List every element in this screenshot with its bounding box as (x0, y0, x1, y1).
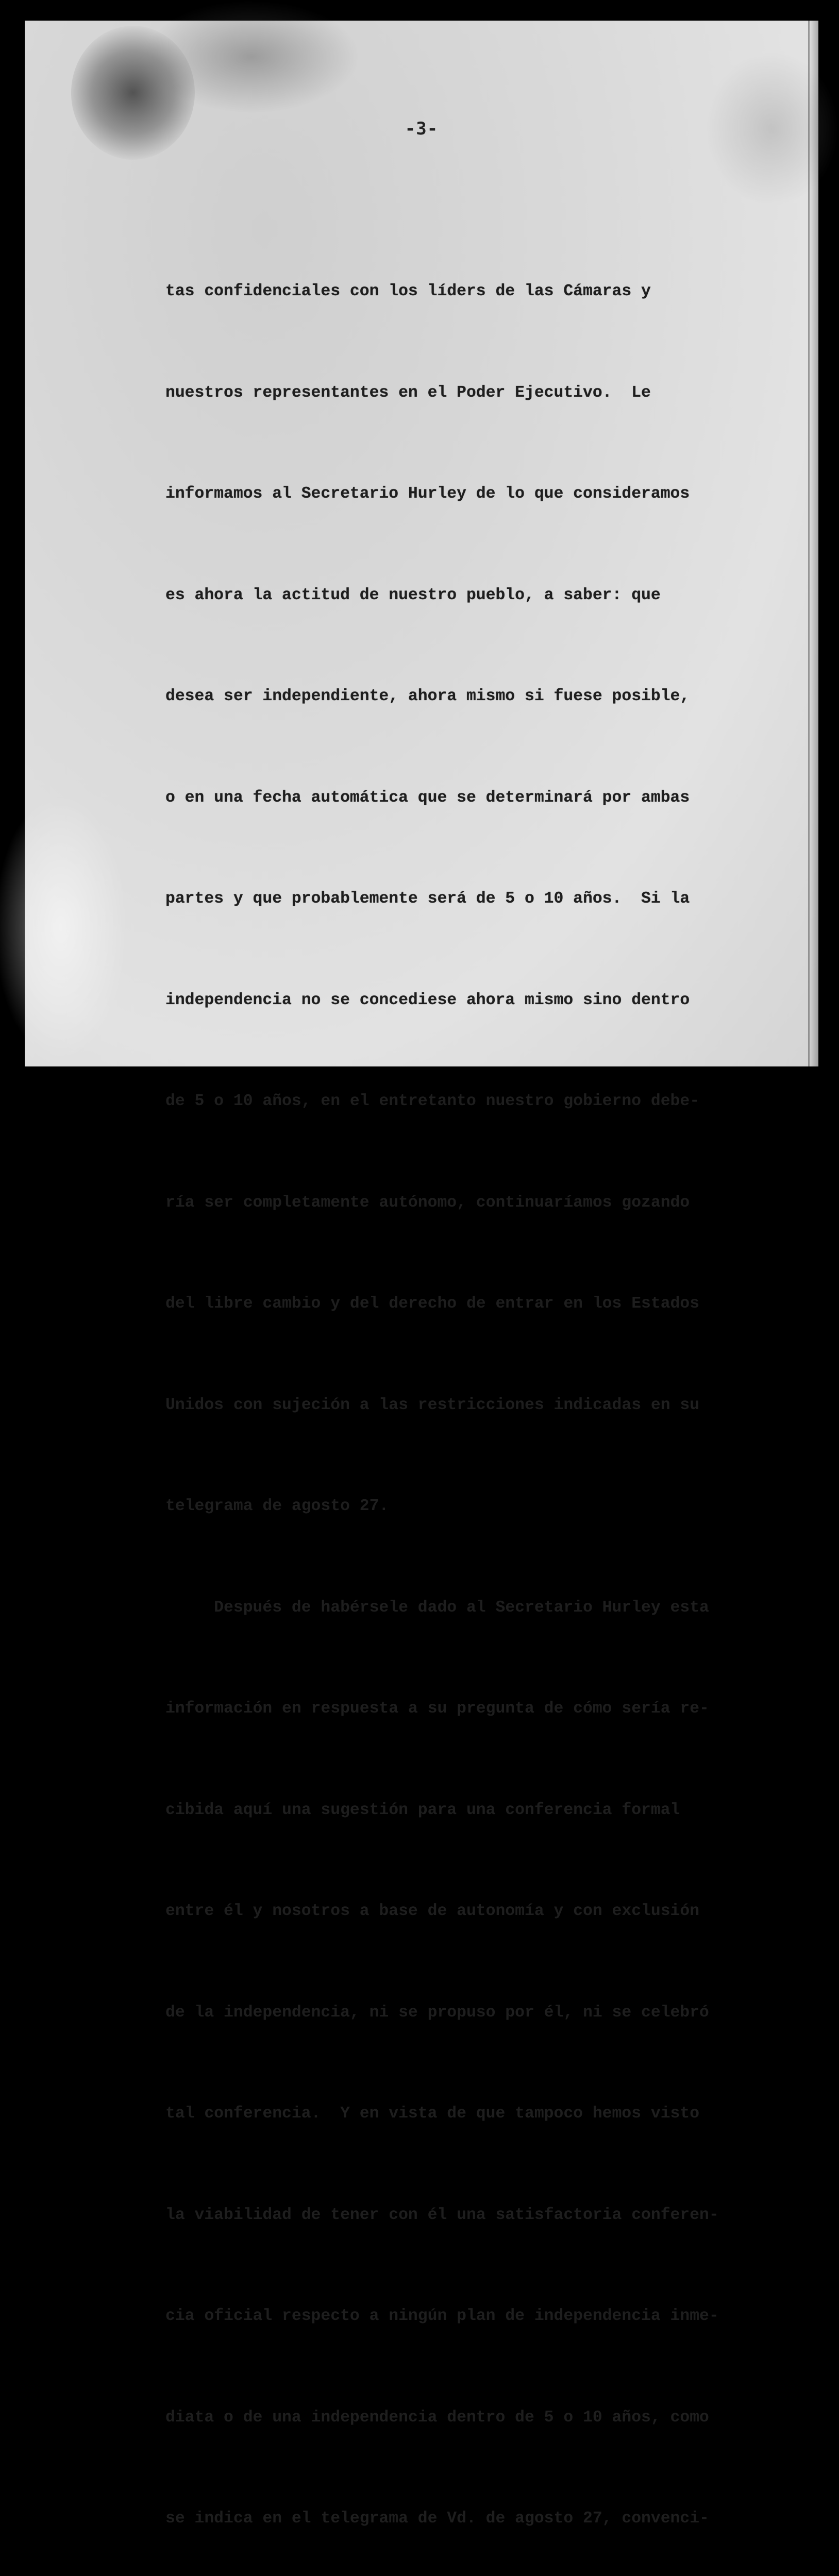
text-line: se indica en el telegrama de Vd. de agosto 27, convenci- (165, 2510, 709, 2528)
text-line: Después de habérsele dado al Secretario Hurley esta (165, 1598, 709, 1617)
text-line: entre él y nosotros a base de autonomía y con exclusión (165, 1902, 700, 1920)
page-edge-shadow (809, 21, 818, 1066)
text-line: tas confidenciales con los líders de las Cámaras y (165, 282, 651, 300)
text-line: cibida aquí una sugestión para una conferencia formal (165, 1801, 680, 1819)
text-line: nuestros representantes en el Poder Ejecutivo. Le (165, 383, 651, 402)
ink-stain (71, 26, 195, 160)
light-patch (0, 793, 128, 1061)
smudge (143, 0, 360, 113)
text-line: ría ser completamente autónomo, continuaríamos gozando (165, 1193, 690, 1212)
document-page (25, 21, 818, 2528)
text-line: informamos al Secretario Hurley de lo que consideramos (165, 485, 690, 503)
text-line: independencia no se concediese ahora mismo sino dentro (165, 991, 690, 1009)
text-line: desea ser independiente, ahora mismo si fuese posible, (165, 687, 690, 705)
page-number: -3- (405, 118, 439, 139)
text-line: es ahora la actitud de nuestro pueblo, a saber: que (165, 586, 661, 604)
text-line: de la independencia, ni se propuso por él, ni se celebró (165, 2003, 709, 2022)
text-line: del libre cambio y del derecho de entrar en los Estados (165, 1295, 700, 1313)
text-line: la viabilidad de tener con él una satisfactoria conferen- (165, 2206, 719, 2224)
text-line: cia oficial respecto a ningún plan de independencia inme- (165, 2307, 719, 2325)
text-line: diata o de una independencia dentro de 5 o 10 años, como (165, 2408, 709, 2427)
text-line: o en una fecha automática que se determinará por ambas (165, 788, 690, 807)
text-line: partes y que probablemente será de 5 o 10 años. Si la (165, 890, 690, 908)
text-line: Unidos con sujeción a las restricciones indicadas en su (165, 1396, 700, 1414)
text-line: información en respuesta a su pregunta de cómo sería re- (165, 1700, 709, 1718)
text-line: de 5 o 10 años, en el entretanto nuestro gobierno debe- (165, 1092, 700, 1110)
body-text (165, 207, 748, 2576)
text-line: telegrama de agosto 27. (165, 1497, 389, 1515)
text-line: tal conferencia. Y en vista de que tampoco hemos visto (165, 2105, 700, 2123)
